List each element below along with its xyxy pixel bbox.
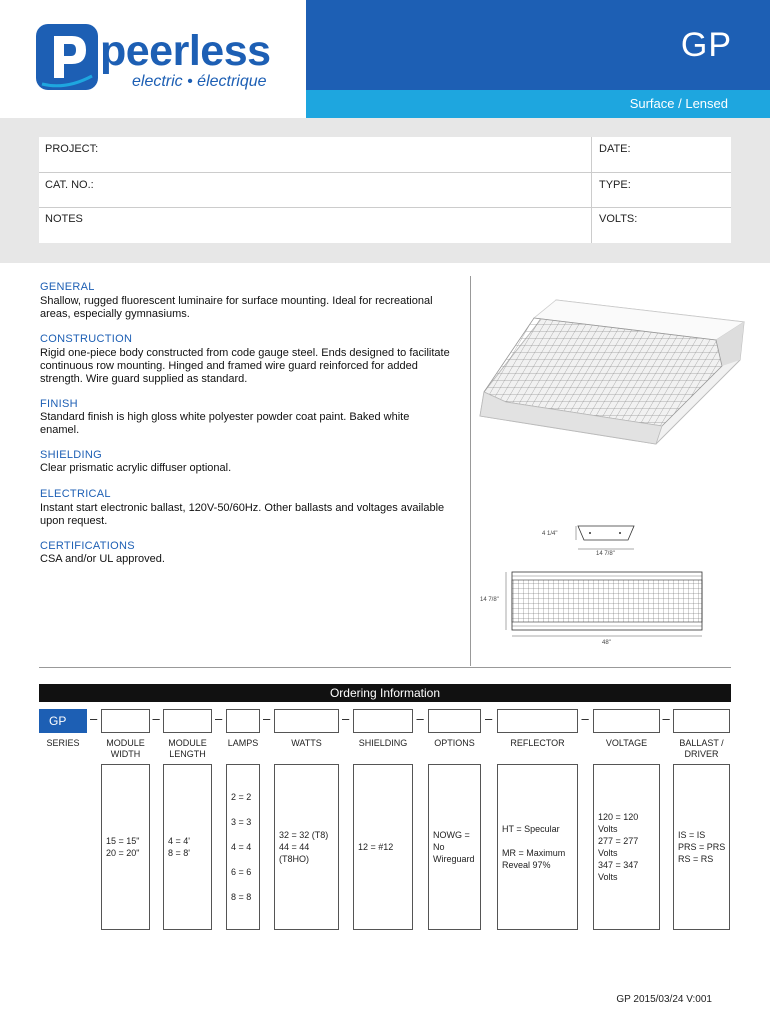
series-box: GP xyxy=(39,709,87,733)
section-drawing xyxy=(540,522,650,556)
option-item: 2 = 2 xyxy=(231,792,252,802)
option-item: 12 = #12 xyxy=(358,842,394,852)
project-field[interactable]: PROJECT: xyxy=(45,143,99,155)
certifications-heading: CERTIFICATIONS xyxy=(40,540,135,552)
code-separator: – xyxy=(152,711,160,726)
peerless-logo-icon xyxy=(36,24,98,90)
option-item: HT = Specular xyxy=(502,824,560,834)
option-item: 4 = 4 xyxy=(231,842,252,852)
side-dimension: 14 7/8" xyxy=(480,597,499,603)
notes-field[interactable]: NOTES xyxy=(45,213,83,225)
cat-no-field[interactable]: CAT. NO.: xyxy=(45,179,94,191)
option-item: MR = Maximum Reveal 97% xyxy=(502,848,566,870)
plan-drawing xyxy=(478,568,708,648)
options-box xyxy=(428,764,481,930)
certifications-text: CSA and/or UL approved. xyxy=(40,553,165,565)
code-separator: – xyxy=(263,711,271,726)
luminaire-product-image xyxy=(476,296,746,446)
electrical-text: Instant start electronic ballast, 120V-50/60Hz. Other ballasts and voltages available upon request. xyxy=(40,502,445,527)
code-box-5[interactable] xyxy=(353,709,413,733)
volts-field[interactable]: VOLTS: xyxy=(599,213,638,225)
general-text: Shallow, rugged fluorescent luminaire for surface mounting. Ideal for recreational areas, especially gymnasiums. xyxy=(40,295,433,320)
finish-text: Standard finish is high gloss white polyester powder coat paint. Baked white enamel. xyxy=(40,411,410,436)
type-field[interactable]: TYPE: xyxy=(599,179,631,191)
shielding-text: Clear prismatic acrylic diffuser optional. xyxy=(40,462,232,474)
option-item: 44 = 44 (T8HO) xyxy=(279,842,310,864)
code-separator: – xyxy=(90,711,98,726)
length-dimension: 48" xyxy=(602,640,611,646)
option-item: NOWG = No Wireguard xyxy=(433,830,475,864)
section-rule xyxy=(39,667,731,668)
options-box xyxy=(497,764,578,930)
options-box xyxy=(101,764,150,930)
options-box xyxy=(593,764,660,930)
option-item: 8 = 8' xyxy=(168,848,190,858)
code-separator: – xyxy=(416,711,424,726)
code-separator: – xyxy=(215,711,223,726)
option-item: 32 = 32 (T8) xyxy=(279,830,329,840)
code-box-9[interactable] xyxy=(673,709,730,733)
column-header: BALLAST / DRIVER xyxy=(679,738,724,759)
height-dimension: 4 1/4" xyxy=(542,531,558,537)
document-footer: GP 2015/03/24 V:001 xyxy=(616,994,712,1005)
option-item: 3 = 3 xyxy=(231,817,252,827)
column-header: WATTS xyxy=(291,738,322,748)
option-item: 15 = 15" xyxy=(106,836,140,846)
option-item: 120 = 120 Volts xyxy=(598,812,639,834)
construction-text: Rigid one-piece body constructed from code gauge steel. Ends designed to facilitate continuous row mounting. Hinged and framed wire guard reinforced for added strength. Wire guard supplied as standard. xyxy=(40,347,450,385)
column-divider xyxy=(470,276,471,666)
code-separator: – xyxy=(485,711,493,726)
option-item: 20 = 20" xyxy=(106,848,140,858)
column-header: MODULE WIDTH xyxy=(106,738,145,759)
date-field[interactable]: DATE: xyxy=(599,143,631,155)
product-subtitle: Surface / Lensed xyxy=(629,96,728,111)
electrical-heading: ELECTRICAL xyxy=(40,488,111,500)
options-box xyxy=(274,764,339,930)
option-item: 4 = 4' xyxy=(168,836,190,846)
option-item: RS = RS xyxy=(678,854,714,864)
option-item: IS = IS xyxy=(678,830,706,840)
options-box xyxy=(163,764,212,930)
code-box-6[interactable] xyxy=(428,709,481,733)
product-code: GP xyxy=(680,26,732,64)
option-item: 277 = 277 Volts xyxy=(598,836,639,858)
code-box-3[interactable] xyxy=(226,709,260,733)
column-header: REFLECTOR xyxy=(510,738,565,748)
code-separator: – xyxy=(342,711,350,726)
general-heading: GENERAL xyxy=(40,281,95,293)
options-box xyxy=(226,764,260,930)
code-box-8[interactable] xyxy=(593,709,660,733)
option-item: 8 = 8 xyxy=(231,892,252,902)
options-box xyxy=(353,764,413,930)
option-item: PRS = PRS xyxy=(678,842,726,852)
brand-tagline: electric • électrique xyxy=(132,73,267,90)
shielding-heading: SHIELDING xyxy=(40,449,102,461)
construction-heading: CONSTRUCTION xyxy=(40,333,133,345)
code-box-4[interactable] xyxy=(274,709,339,733)
column-header: SHIELDING xyxy=(358,738,408,748)
code-separator: – xyxy=(581,711,589,726)
project-fields-box xyxy=(39,137,731,243)
option-item: 6 = 6 xyxy=(231,867,252,877)
column-header: LAMPS xyxy=(227,738,259,748)
ordering-title: Ordering Information xyxy=(39,684,731,702)
column-header: OPTIONS xyxy=(434,738,475,748)
code-separator: – xyxy=(662,711,670,726)
code-box-7[interactable] xyxy=(497,709,578,733)
width-dimension: 14 7/8" xyxy=(596,551,615,556)
brand-name: peerless xyxy=(100,27,271,75)
column-header: MODULE LENGTH xyxy=(168,738,207,759)
column-header: VOLTAGE xyxy=(605,738,648,748)
column-header: SERIES xyxy=(46,738,80,748)
code-box-2[interactable] xyxy=(163,709,212,733)
options-box xyxy=(673,764,730,930)
option-item: 347 = 347 Volts xyxy=(598,860,639,882)
finish-heading: FINISH xyxy=(40,398,78,410)
code-box-1[interactable] xyxy=(101,709,150,733)
